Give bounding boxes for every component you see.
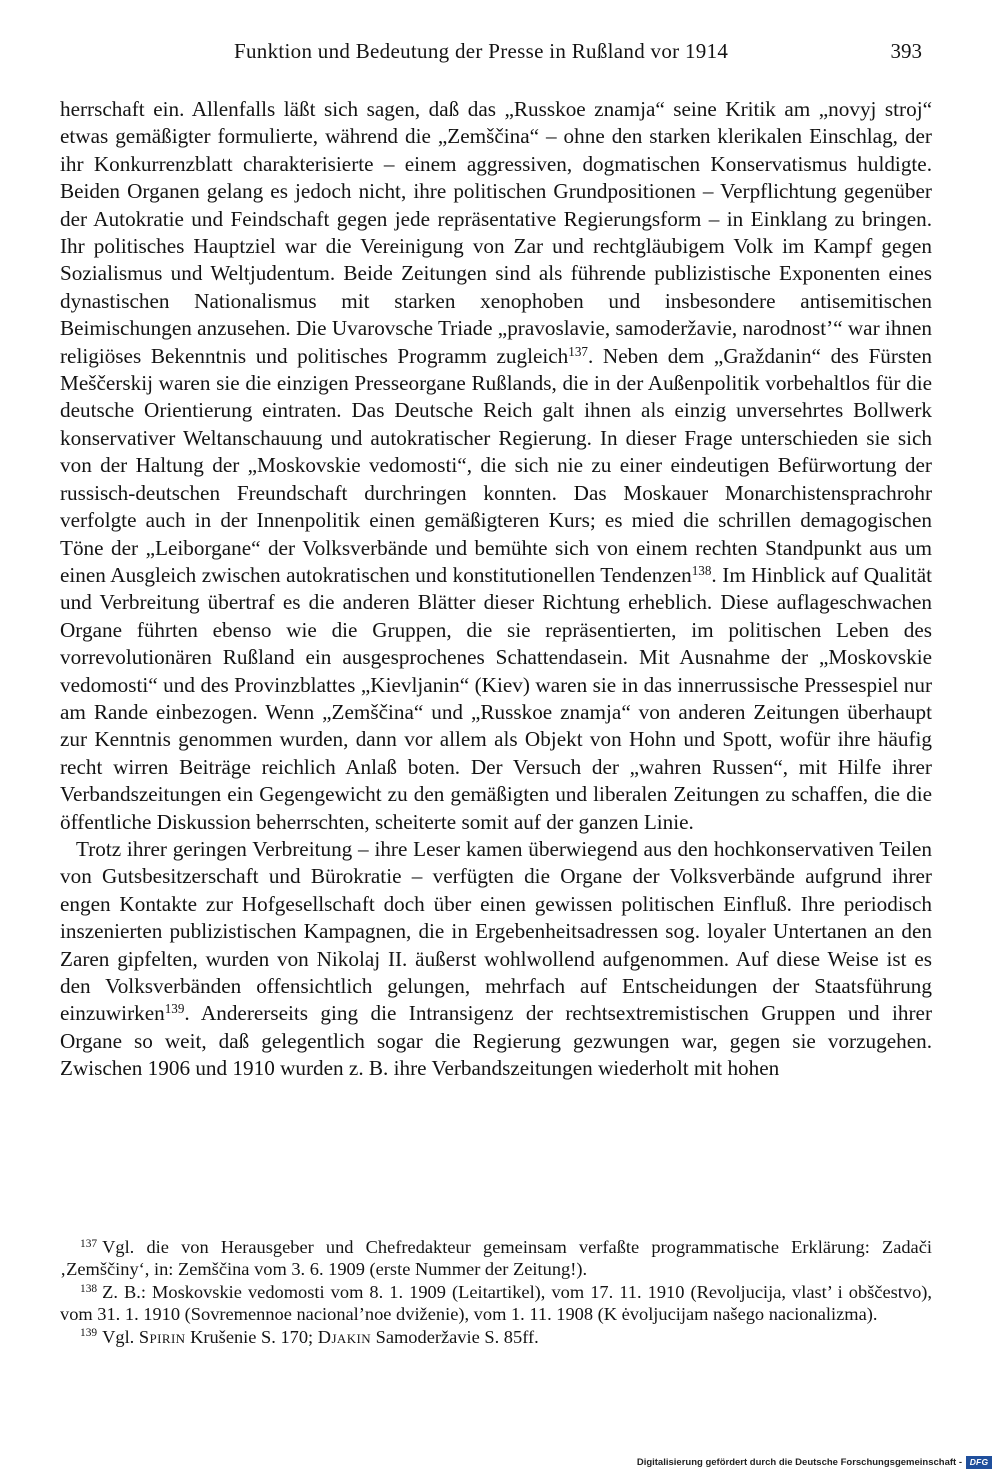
paragraph (60, 96, 932, 836)
running-head (60, 34, 932, 68)
text-run: Vgl. die von Herausgeber und Chefredakteur gemeinsam verfaßte programmatische Erklärung: Zadači ‚Zemščiny‘, in: Zemščina vom 3. 6. 1909 (erste Nummer der Zeitung!). (60, 1237, 932, 1280)
funding-text: Digitalisierung gefördert durch die Deutsche Forschungsgemeinschaft - (636, 1456, 962, 1468)
page-number: 393 (890, 39, 922, 63)
text-run: . Im Hinblick auf Qualität und Verbreitung übertraf es die anderen Blätter dieser Richtung erheblich. Diese auflageschwachen Organe führten ebenso wie die Gruppen, die sie repräsentierten, im politischen Leben des vorrevolutionären Rußland ein ausgesprochenes Schattendasein. Mit Ausnahme der „Moskovskie vedomosti“ und des Provinzblattes „Kievljanin“ (Kiev) waren sie in das innerrussische Pressespiel nur am Rande einbezogen. Wenn „Zemščina“ und „Russkoe znamja“ von anderen Zeitungen überhaupt zur Kenntnis genommen wurden, dann vor allem als Objekt von Hohn und Spott, wofür ihre häufig recht wirren Beiträge reichlich Anlaß boten. Der Versuch der „wahren Russen“, mit Hilfe ihrer Verbandszeitungen ein Gegengewicht zu den gemäßigten und liberalen Zeitungen zu schaffen, die die öffentliche Diskussion beherrschten, scheiterte somit auf der ganzen Linie. (60, 562, 932, 834)
author-name: Spirin (138, 1326, 186, 1347)
footnote (60, 1281, 932, 1326)
text-run: . Andererseits ging die Intransigenz der rechtsextremistischen Gruppen und ihrer Organe so weit, daß gelegentlich sogar die Regierung gezwungen war, gegen sie vorzugehen. Zwischen 1906 und 1910 wurden z. B. ihre Verbandszeitungen wiederholt mit hohen (60, 1001, 932, 1081)
text-run: Krušenie S. 170; (185, 1326, 318, 1347)
digitization-credit (637, 1454, 992, 1470)
text-run: herrschaft ein. Allenfalls läßt sich sagen, daß das „Russkoe znamja“ seine Kritik am „novyj stroj“ etwas gemäßigter formulierte, während die „Zemščina“ – ohne den starken klerikalen Einschlag, der ihr Konkurrenzblatt charakterisierte – einem aggressiven, dogmatischen Konservatismus huldigte. Beiden Organen gelang es jedoch nicht, ihre politischen Grundpositionen – Verpflichtung gegenüber der Autokratie und Feindschaft gegen jede repräsentative Regierungsform – in Einklang zu bringen. Ihr politisches Hauptziel war die Vereinigung von Zar und rechtgläubigem Volk im Kampf gegen Sozialismus und Weltjudentum. Beide Zeitungen sind als führende publizistische Exponenten eines dynastischen Nationalismus mit starken xenophoben und insbesondere antisemitischen Beimischungen anzusehen. Die Uvarovsche Triade „pravoslavie, samoderžavie, narodnost’“ war ihnen religiöses Bekenntnis und politisches Programm zugleich (60, 97, 932, 368)
footnote-number: 139 (80, 1327, 98, 1340)
footnote-reference: 139 (164, 1001, 185, 1017)
text-run: Trotz ihrer geringen Verbreitung – ihre Leser kamen überwiegend aus den hochkonservativen Teilen von Gutsbesitzerschaft und Bürokratie – verfügten die Organe der Volksverbände aufgrund ihrer engen Kontakte zur Hofgesellschaft doch über einen gewissen politischen Einfluß. Ihre periodisch inszenierten publizistischen Kampagnen, die in Ergebenheitsadressen sog. loyaler Untertanen an den Zaren gipfelten, wurden von Nikolaj II. äußerst wohlwollend aufgenommen. Auf diese Weise ist es den Volksverbänden offensichtlich gelungen, mehrfach auf Entscheidungen der Staatsführung einzuwirken (60, 836, 932, 1026)
book-page (60, 0, 932, 1478)
author-name: Djakin (317, 1326, 372, 1347)
text-run: . Neben dem „Graždanin“ des Fürsten Meščerskij waren sie die einzigen Presseorgane Rußlands, die in der Außenpolitik vorbehaltlos für die deutsche Orientierung eintraten. Das Deutsche Reich galt ihnen als einzig unversehrtes Bollwerk konservativer Weltanschauung und autokratischer Regierung. In dieser Frage unterschieden sie sich von der Haltung der „Moskovskie vedomosti“, die sich nie zu einer eindeutigen Befürwortung der russisch-deutschen Freundschaft durchringen konnten. Das Moskauer Monarchistensprachrohr verfolgte auch in der Innenpolitik einen gemäßigteren Kurs; es mied die schrillen demagogischen Töne der „Leiborgane“ der Volksverbände und bemühte sich von einem rechten Standpunkt aus um einen Ausgleich zwischen autokratischen und konstitutionellen Tendenzen (60, 343, 933, 587)
footnote-reference: 138 (691, 562, 712, 578)
footnote-number: 137 (80, 1237, 98, 1250)
text-run: Z. B.: Moskovskie vedomosti vom 8. 1. 1909 (Leitartikel), vom 17. 11. 1910 (Revoljucija, vlast’ i obščestvo), vom 31. 1. 1910 (Sovremennoe nacional’noe dviženie), vom 1. 11. 1908 (K ėvoljucijam našego nacionalizma). (60, 1281, 932, 1325)
body-text (60, 96, 932, 1083)
footnotes (60, 1236, 932, 1348)
footnote-number: 138 (80, 1282, 98, 1295)
paragraph (60, 836, 932, 1083)
footnote (60, 1236, 932, 1281)
footnote (60, 1326, 932, 1348)
running-title: Funktion und Bedeutung der Presse in Rußland vor 1914 (234, 39, 729, 63)
text-run: Samoderžavie S. 85ff. (371, 1326, 539, 1347)
dfg-logo: DFG (966, 1456, 992, 1469)
footnote-reference: 137 (568, 343, 588, 359)
text-run: Vgl. (102, 1326, 139, 1347)
